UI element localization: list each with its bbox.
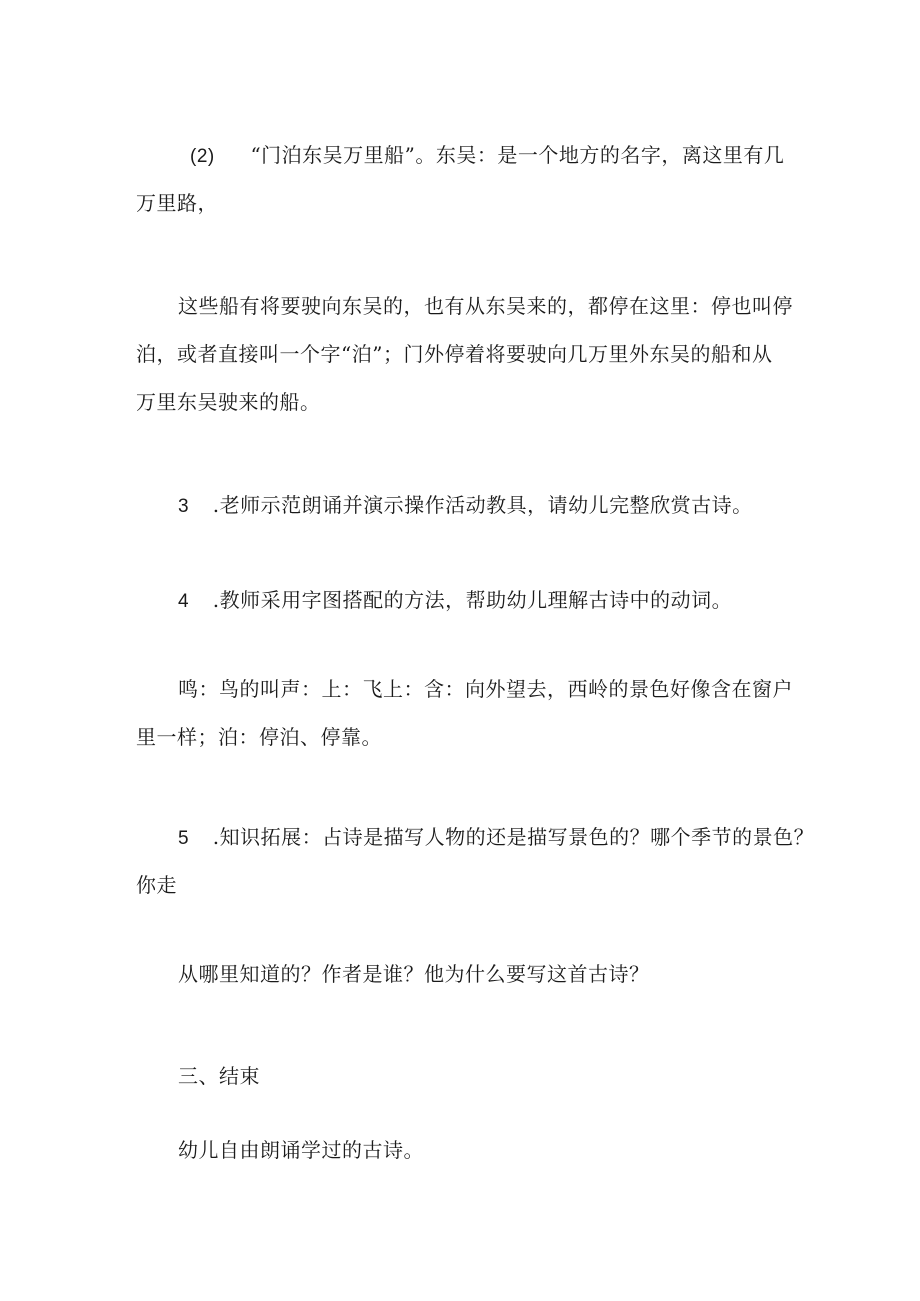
item-number: 5 [178, 828, 190, 849]
paragraph-verbs-line-2: 里一样；泊：停泊、停靠。 [136, 725, 382, 749]
paragraph-2-line-2: 万里路， [136, 191, 218, 215]
paragraph-3 [178, 491, 753, 521]
paragraph-questions: 从哪里知道的？作者是谁？他为什么要写这首古诗？ [178, 962, 650, 986]
paragraph-closing: 幼儿自由朗诵学过的古诗。 [178, 1138, 424, 1162]
paragraph-text: .老师示范朗诵并演示操作活动教具，请幼儿完整欣赏古诗。 [212, 493, 753, 517]
paragraph-ships-line-1: 这些船有将要驶向东吴的，也有从东吴来的，都停在这里：停也叫停 [178, 294, 793, 318]
paragraph-2-line-1 [190, 141, 784, 171]
paragraph-text: .知识拓展：占诗是描写人物的还是描写景色的？哪个季节的景色？ [212, 825, 815, 849]
section-heading: 三、结束 [178, 1064, 260, 1088]
paragraph-5-line-2: 你走 [136, 873, 177, 897]
paragraph-ships-line-3: 万里东吴驶来的船。 [136, 390, 321, 414]
item-number: (2) [190, 146, 215, 167]
paragraph-4 [178, 586, 732, 616]
item-number: 3 [178, 496, 190, 517]
paragraph-verbs-line-1: 鸣：鸟的叫声：上：飞上：含：向外望去，西岭的景色好像含在窗户 [178, 677, 793, 701]
paragraph-5-line-1 [178, 823, 814, 853]
paragraph-text: “门泊东吴万里船”。东吴：是一个地方的名字，离这里有几 [250, 143, 785, 167]
paragraph-text: .教师采用字图搭配的方法，帮助幼儿理解古诗中的动词。 [212, 588, 733, 612]
item-number: 4 [178, 591, 190, 612]
paragraph-ships-line-2: 泊，或者直接叫一个字“泊”；门外停着将要驶向几万里外东吴的船和从 [136, 342, 773, 366]
